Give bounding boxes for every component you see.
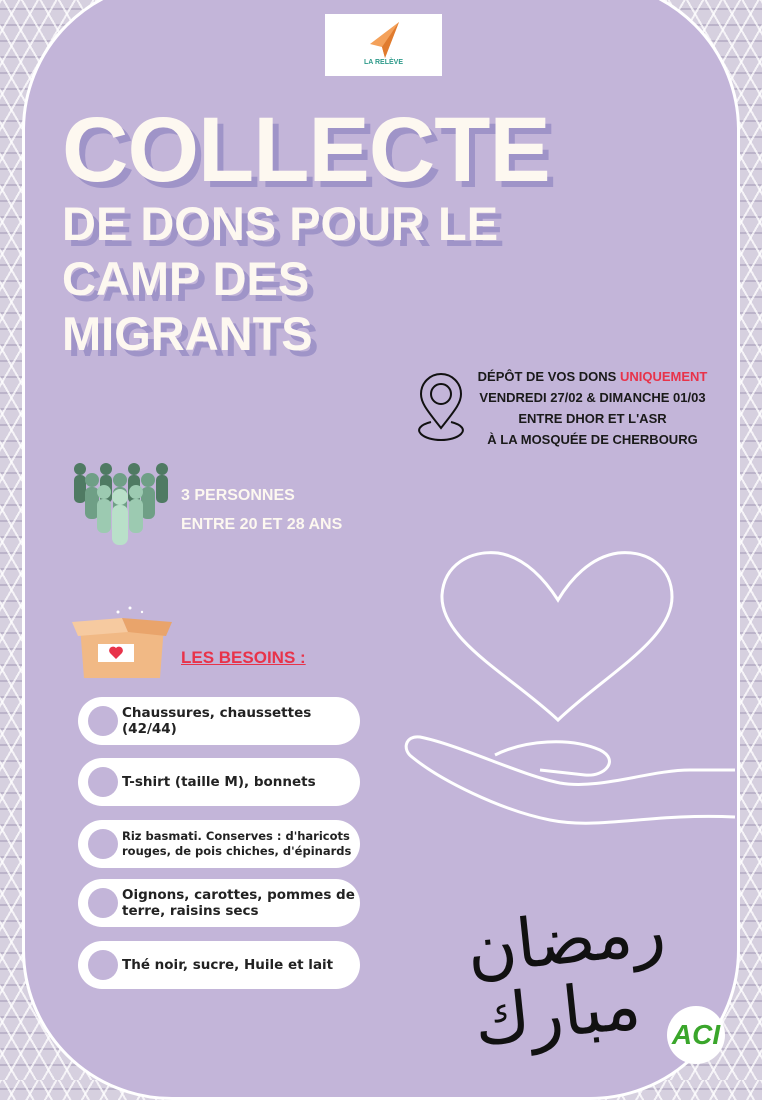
bullet-circle: [88, 706, 118, 736]
info-place: À LA MOSQUÉE DE CHERBOURG: [487, 432, 698, 447]
need-label: T-shirt (taille M), bonnets: [122, 774, 316, 790]
need-item: [78, 941, 360, 989]
need-item: [78, 820, 360, 868]
people-group-icon: [70, 460, 172, 548]
need-item: [78, 758, 360, 806]
bullet-circle: [88, 888, 118, 918]
bullet-circle: [88, 767, 118, 797]
title-line: MIGRANTS: [62, 307, 313, 360]
need-label: Thé noir, sucre, Huile et lait: [122, 957, 334, 973]
need-label: Chaussures, chaussettes (42/44): [122, 705, 312, 737]
location-pin-icon: [415, 372, 467, 444]
info-highlight: UNIQUEMENT: [619, 369, 708, 384]
ramadan-mubarak-calligraphy: رمضان مبارك: [462, 890, 669, 1062]
title-sub: [62, 196, 498, 361]
logo-text: LA RELÈVE: [363, 59, 404, 66]
info-dates: VENDREDI 27/02 & DIMANCHE 01/03: [479, 390, 706, 405]
need-item: [78, 879, 360, 927]
bullet-circle: [88, 829, 118, 859]
info-prefix: DÉPÔT DE VOS DONS: [477, 369, 620, 384]
heart-in-hand-icon: [400, 545, 740, 845]
title-line: CAMP DES: [62, 252, 310, 305]
donation-box-icon: [68, 604, 176, 680]
drop-off-info: [465, 366, 720, 450]
needs-heading: LES BESOINS :: [181, 648, 306, 667]
people-age: ENTRE 20 ET 28 ANS: [181, 516, 343, 533]
people-info: [181, 481, 342, 539]
need-label: Oignons, carottes, pommes de terre, raisins secs: [122, 887, 355, 919]
paper-plane-icon: [325, 14, 442, 64]
people-count: 3 PERSONNES: [181, 487, 295, 504]
aci-logo: ACI: [667, 1006, 725, 1064]
title-line: DE DONS POUR LE: [62, 197, 499, 250]
la-releve-logo: [325, 14, 442, 76]
bullet-circle: [88, 950, 118, 980]
title-main: COLLECTE: [62, 99, 550, 201]
info-time: ENTRE DHOR ET L'ASR: [518, 411, 667, 426]
need-item: [78, 697, 360, 745]
info-line-1: [465, 366, 720, 387]
need-label: Riz basmati. Conserves : d'haricots rouges, de pois chiches, d'épinards: [122, 829, 352, 858]
